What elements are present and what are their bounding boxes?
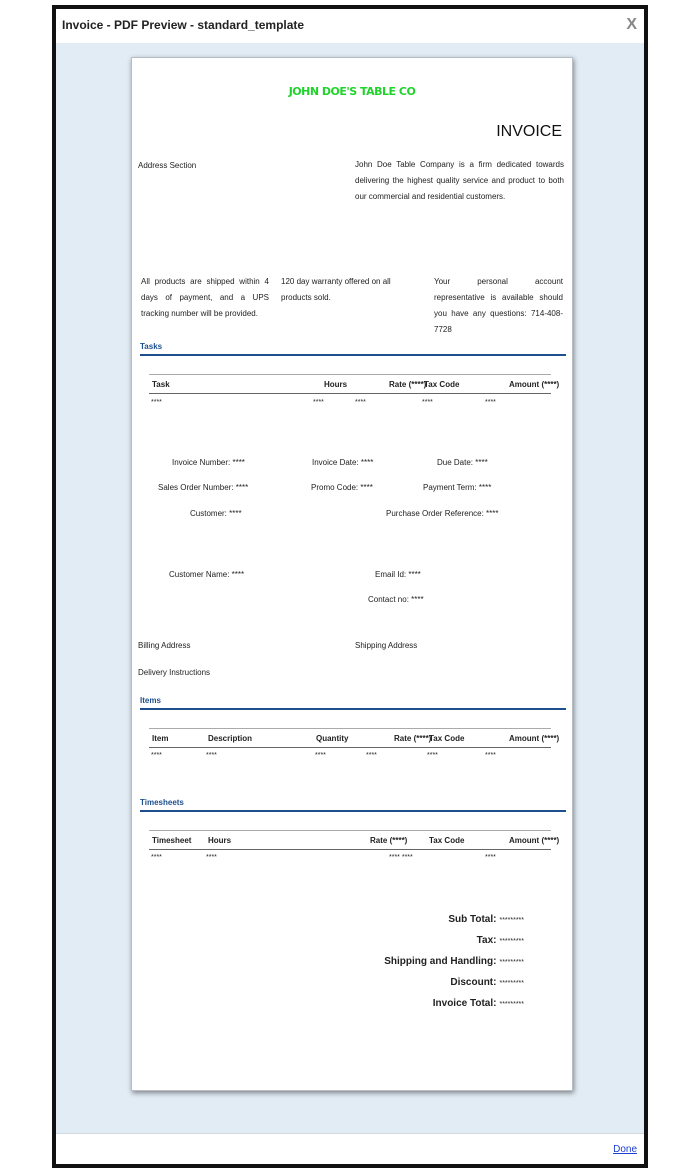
company-logo: JOHN DOE'S TABLE CO [288,85,416,98]
promo-code-field: Promo Code: **** [311,483,373,492]
discount-value: ********* [499,980,524,987]
timesheets-section-title: Timesheets [140,798,184,807]
items-cell-item: **** [151,752,162,759]
payment-term-field: Payment Term: **** [423,483,492,492]
customer-name-field: Customer Name: **** [169,570,245,579]
sub-total-label: Sub Total: [448,914,497,925]
timesheets-cell-hours: **** [206,854,217,861]
tasks-header-task: Task [152,380,170,389]
billing-address-label: Billing Address [138,641,191,650]
timesheets-section-rule [140,810,566,812]
tasks-cell-tax-code: **** [422,399,433,406]
items-header-description: Description [208,734,253,743]
shipping-handling-line [384,956,524,967]
delivery-instructions-label: Delivery Instructions [138,668,211,677]
items-header-item: Item [152,734,169,743]
shipping-handling-value: ********* [499,959,524,966]
discount-line [450,977,524,988]
sales-order-number-field: Sales Order Number: **** [158,483,249,492]
items-cell-amount: **** [485,752,496,759]
items-cell-quantity: **** [315,752,326,759]
invoice-total-label: Invoice Total: [432,998,497,1009]
dialog-footer [56,1133,644,1164]
items-header-rate: Rate (****) [394,734,432,743]
timesheets-header-rate: Rate (****) [370,836,408,845]
invoice-heading: INVOICE [496,123,562,140]
timesheets-cell-rate-tax: **** **** [389,854,413,861]
items-header-tax-code: Tax Code [429,734,465,743]
invoice-date-field: Invoice Date: **** [312,458,374,467]
timesheets-table-top-border [149,830,551,831]
items-table-top-border [149,728,551,729]
company-description: John Doe Table Company is a firm dedicated towards delivering the highest quality service and product to both our commercial and residential customers. [355,160,564,201]
tasks-table-top-border [149,374,551,375]
items-header-amount: Amount (****) [509,734,560,743]
tasks-header-tax-code: Tax Code [424,380,460,389]
items-section-title: Items [140,696,161,705]
tax-label: Tax: [476,935,497,946]
pdf-preview-dialog [52,5,648,1168]
dialog-title: Invoice - PDF Preview - standard_template [62,18,305,32]
items-cell-rate: **** [366,752,377,759]
tasks-header-hours: Hours [324,380,348,389]
dialog-titlebar [56,9,644,43]
tasks-cell-hours: **** [313,399,324,406]
tax-line [477,935,524,946]
close-icon[interactable]: X [626,16,637,33]
purchase-order-reference-field: Purchase Order Reference: **** [386,509,499,518]
address-section-label: Address Section [138,161,197,170]
tasks-table-header-border [149,393,551,394]
tasks-cell-task: **** [151,399,162,406]
timesheets-header-tax-code: Tax Code [429,836,465,845]
timesheets-table-header-border [149,849,551,850]
email-id-field: Email Id: **** [375,570,421,579]
items-table-header-border [149,747,551,748]
warranty-note: 120 day warranty offered on all products sold. [281,277,391,302]
tax-value: ********* [499,938,524,945]
timesheets-header-timesheet: Timesheet [152,836,192,845]
done-link[interactable]: Done [613,1144,637,1155]
items-header-quantity: Quantity [316,734,349,743]
items-section-rule [140,708,566,710]
customer-field: Customer: **** [190,509,242,518]
tasks-header-rate: Rate (****) [389,380,427,389]
sub-total-value: ********* [499,917,524,924]
contact-no-field: Contact no: **** [368,595,424,604]
tasks-section-rule [140,354,566,356]
timesheets-cell-amount: **** [485,854,496,861]
shipping-note: All products are shipped within 4 days of payment, and a UPS tracking number will be provided. [141,277,269,318]
due-date-field: Due Date: **** [437,458,488,467]
timesheets-cell-timesheet: **** [151,854,162,861]
sub-total-line [448,914,524,925]
preview-area[interactable] [56,43,644,1137]
invoice-page [131,57,573,1091]
tasks-section-title: Tasks [140,342,163,351]
invoice-total-value: ********* [499,1001,524,1008]
items-cell-description: **** [206,752,217,759]
shipping-handling-label: Shipping and Handling: [384,956,497,967]
invoice-total-line [433,998,524,1009]
items-cell-tax-code: **** [427,752,438,759]
shipping-address-label: Shipping Address [355,641,418,650]
representative-note: Your personal account representative is available should you have any questions: 714-408-7728 [434,277,563,334]
timesheets-header-hours: Hours [208,836,232,845]
tasks-cell-rate: **** [355,399,366,406]
timesheets-header-amount: Amount (****) [509,836,560,845]
invoice-number-field: Invoice Number: **** [172,458,245,467]
tasks-cell-amount: **** [485,399,496,406]
discount-label: Discount: [450,977,497,988]
tasks-header-amount: Amount (****) [509,380,560,389]
